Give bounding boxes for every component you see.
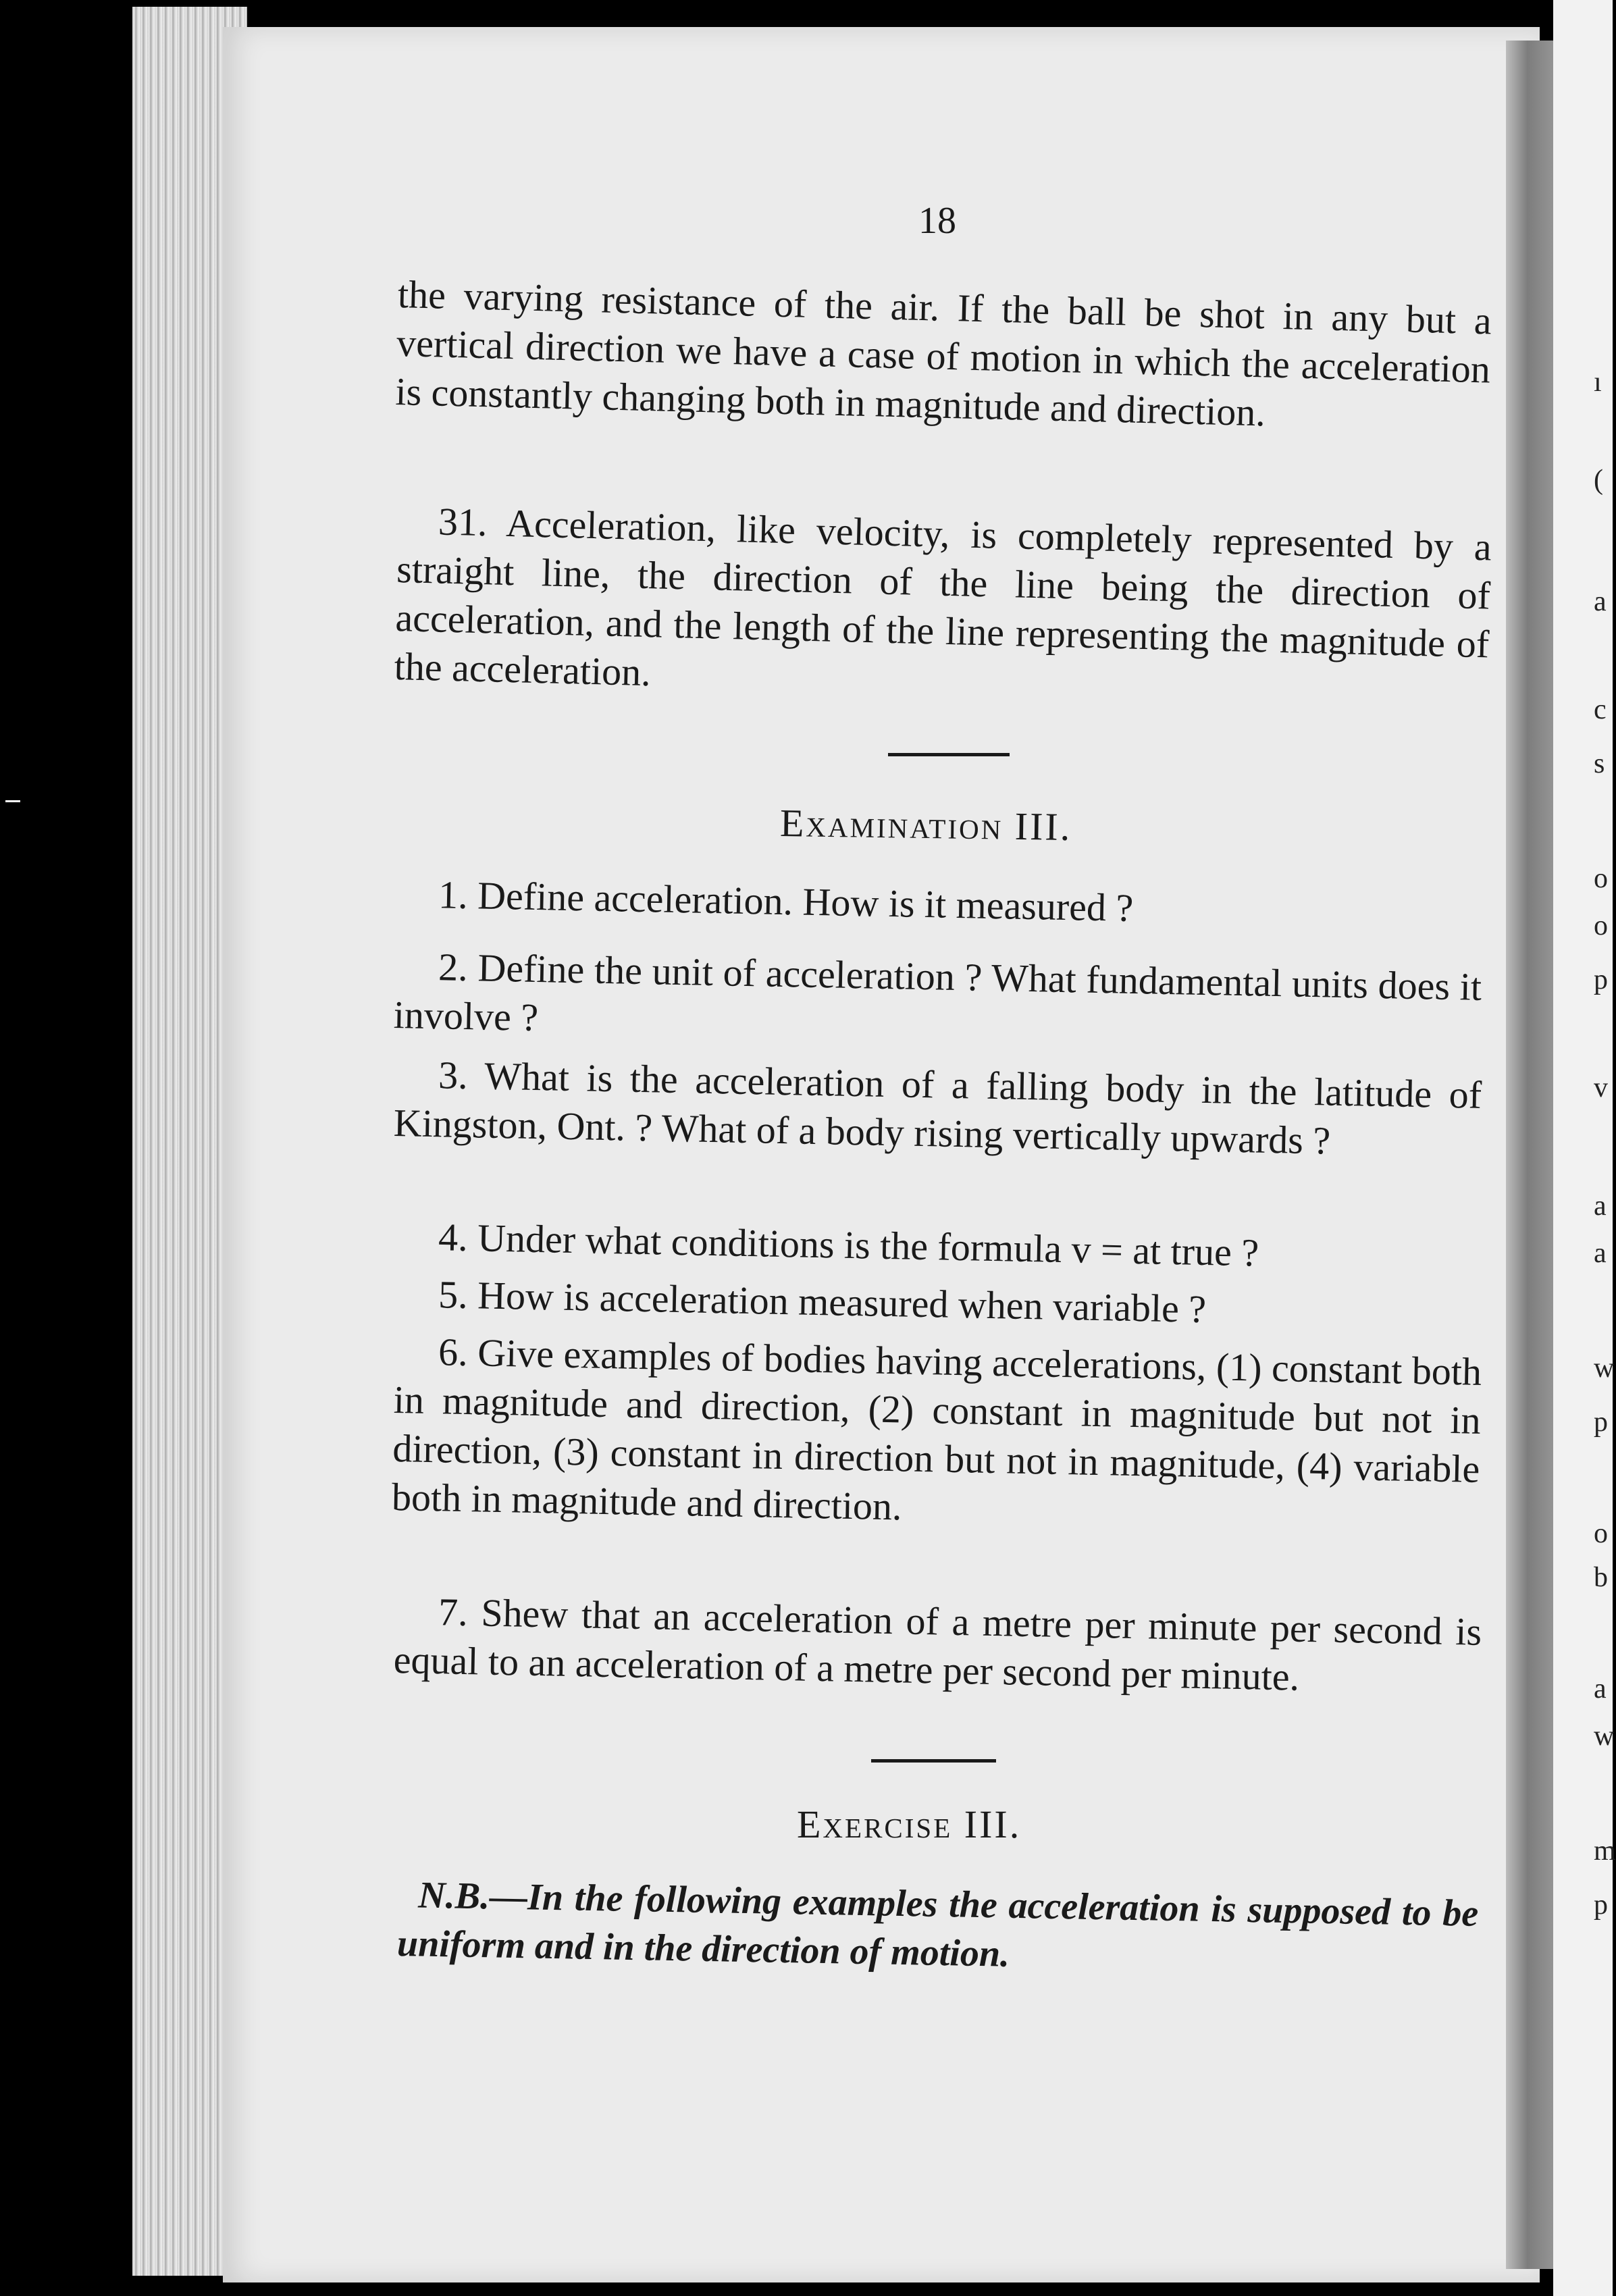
- exam-question-4: 4. Under what conditions is the formula v = at true ?: [438, 1215, 1259, 1275]
- scan-edge-mark: [5, 800, 20, 802]
- facing-page-letter: ı: [1594, 367, 1602, 398]
- exercise-note: N.B.—In the following examples the acceleration is supposed to be uniform and in the direction of motion.: [396, 1874, 1479, 1975]
- facing-page-letter: p: [1594, 964, 1608, 995]
- facing-page-letter: b: [1594, 1562, 1608, 1593]
- facing-page-letter: p: [1594, 1407, 1608, 1438]
- section-divider: [888, 753, 1010, 756]
- page-number: 18: [918, 200, 956, 242]
- facing-page-letter: w: [1594, 1721, 1615, 1752]
- facing-page-letter: v: [1594, 1072, 1608, 1103]
- facing-page-letter: p: [1594, 1889, 1608, 1921]
- exam-question-5: 5. How is acceleration measured when variable ?: [438, 1272, 1207, 1332]
- facing-page-letter: o: [1594, 910, 1608, 941]
- facing-page-letter: (: [1594, 465, 1603, 496]
- section-divider: [871, 1759, 996, 1763]
- facing-page-letter: a: [1594, 1238, 1607, 1269]
- exam-question-2: 2. Define the unit of acceleration ? What fundamental units does it involve ?: [393, 945, 1482, 1040]
- exam-question-1: 1. Define acceleration. How is it measured ?: [438, 872, 1134, 930]
- facing-page: [1553, 0, 1613, 2296]
- book-gutter: [1506, 41, 1560, 2269]
- facing-page-letter: s: [1594, 748, 1605, 779]
- examination-heading: Examination III.: [779, 800, 1072, 850]
- exam-question-3: 3. What is the acceleration of a falling body in the latitude of Kingston, Ont. ? What of a body rising vertically upwards ?: [393, 1053, 1482, 1163]
- facing-page-letter: m: [1594, 1835, 1616, 1867]
- facing-page-letter: o: [1594, 1518, 1608, 1549]
- facing-page-letter: a: [1594, 1673, 1607, 1704]
- facing-page-letter: a: [1594, 586, 1607, 617]
- exam-question-7: 7. Shew that an acceleration of a metre per minute per second is equal to an acceleration of a metre per second per minute.: [393, 1590, 1482, 1699]
- facing-page-letter: o: [1594, 863, 1608, 894]
- exercise-heading: Exercise III.: [797, 1802, 1022, 1846]
- paragraph-continuation: the varying resistance of the air. If the ball be shot in any but a vertical direction we have a case of motion in which the acceleration is constantly changing both in magnitude and direction.: [394, 271, 1492, 435]
- facing-page-letter: w: [1594, 1353, 1615, 1384]
- exam-question-6: 6. Give examples of bodies having accelerations, (1) constant both in magnitude and direction, (2) constant in magnitude but not in direction, (3) constant in direction but not in magnitude, (4) variable both in magnitude and direction.: [391, 1330, 1482, 1529]
- facing-page-letter: a: [1594, 1191, 1607, 1222]
- facing-page-letter: c: [1594, 694, 1607, 725]
- paragraph-31: 31. Acceleration, like velocity, is completely represented by a straight line, the direction of the line being the direction of acceleration, and the length of the line representing the magnitude of the acceleration.: [394, 499, 1492, 695]
